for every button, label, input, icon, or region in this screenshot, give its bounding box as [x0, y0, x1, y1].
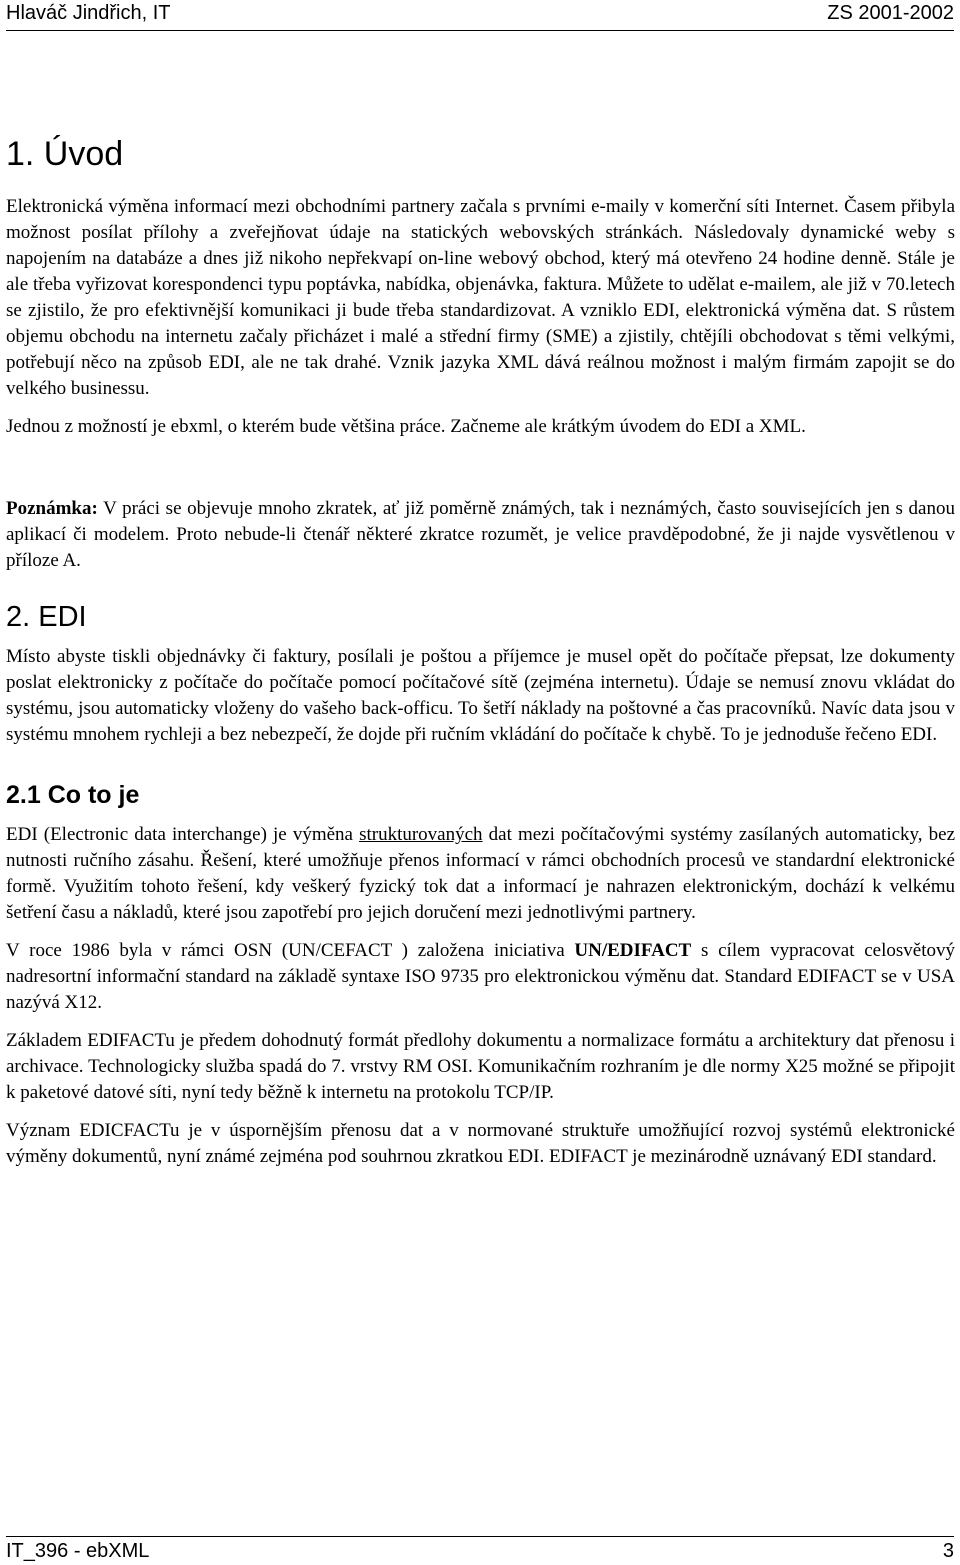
spacer: [6, 586, 955, 600]
paragraph-history: [6, 938, 955, 1016]
page-footer: [6, 1536, 954, 1565]
spacer: [6, 760, 955, 780]
document-body: [6, 134, 955, 1182]
paragraph-edi: Místo abyste tiskli objednávky či faktury, posílali je poštou a příjemce je musel opět do počítače přepsat, lze dokumenty poslat elektronicky z počítače do počítače pomocí počítačové sítě (zejména internetu). Údaje se nemusí znovu vkládat do systému, jsou automaticky vloženy do vašeho back-officu. To šetří náklady na poštovné a čas pracovníků. Navíc data jsou v systému mnohem rychleji a bez nebezpečí, že dojde při ručním vkládání do počítače k chybě. To je jednoduše řečeno EDI.: [6, 646, 955, 745]
section-heading-co-to-je: 2.1 Co to je: [6, 781, 140, 809]
page-header: [6, 0, 954, 31]
header-author: Hlaváč Jindřich, IT: [6, 2, 171, 24]
text-span: EDI (Electronic data interchange) je výměna: [6, 824, 360, 845]
header-semester: ZS 2001-2002: [827, 2, 954, 24]
bold-unedifact: UN/EDIFACT: [574, 940, 692, 961]
page-number: 3: [942, 1540, 954, 1562]
link-strukturovanych[interactable]: strukturovaných: [359, 824, 483, 845]
paragraph-ebxml: Jednou z možností je ebxml, o kterém bude většina práce. Začneme ale krátkým úvodem do EDI a XML.: [6, 416, 806, 437]
text-span: s cílem vypracovat celosvětový nadresortní informační standard na základě syntaxe ISO 9735 pro elektronickou výměnu dat. Standard EDIFACT se v USA nazývá X12.: [6, 940, 955, 1013]
text-span: dat mezi počítačovými systémy zasílaných automaticky, bez nutnosti ručního zásahu. Řešení, které umožňuje přenos informací v rámci obchodních procesů ve standardní elektronické formě. Využitím tohoto řešení, kdy veškerý fyzický tok dat a informací je nahrazen elektronickým, dochází k velkému šetření času a nákladů, které jsou zapotřebí pro jejich doručení mezi jednotlivými partnery.: [6, 824, 956, 923]
paragraph-intro: Elektronická výměna informací mezi obchodními partnery začala s prvními e-maily v komerční síti Internet. Časem přibyla možnost posílat přílohy a zveřejňovat údaje na statických webovských stránkách. Následovaly dynamické weby s napojením na databáze a dnes již nikoho nepřekvapí on-line webový obchod, který má otevřeno 24 hodine denně. Stále je ale třeba vyřizovat korespondenci typu poptávka, nabídka, objenávka, faktura. Můžete to udělat e-mailem, ale již v 70.letech se zjistilo, že pro efektivnější komunikaci ji bude třeba standardizovat. A vzniklo EDI, elektronická výměna dat. S růstem objemu obchodu na internetu začaly přicházet i malé a střední firmy (SME) a zjistily, chtějíli obchodovat s těmi velkými, potřebují něco na způsob EDI, ale ne tak drahé. Vznik jazyka XML dává reálnou možnost i malým firmám zapojit se do velkého businessu.: [6, 196, 955, 399]
paragraph-definition: [6, 822, 955, 926]
footer-title: IT_396 - ebXML: [6, 1540, 150, 1562]
note-label: Poznámka:: [6, 498, 98, 519]
section-heading-edi: 2. EDI: [6, 601, 87, 633]
paragraph-note: [6, 496, 955, 574]
section-heading-uvod: 1. Úvod: [6, 135, 124, 173]
text-span: V roce 1986 byla v rámci OSN (UN/CEFACT ) založena iniciativa: [6, 940, 575, 961]
paragraph-edifact-meaning: Význam EDICFACTu je v úspornějším přenosu dat a v normované struktuře umožňující rozvoj systémů elektronické výměny dokumentů, nyní známé zejména pod souhrnou zkratkou EDI. EDIFACT je mezinárodně uznávaný EDI standard.: [6, 1120, 955, 1167]
paragraph-edifact-basis: Základem EDIFACTu je předem dohodnutý formát předlohy dokumentu a normalizace formátu a architektury dat přenosu i archivace. Technologicky služba spadá do 7. vrstvy RM OSI. Komunikačním rozhraním je dle normy X25 možné se připojit k paketové datové síti, nyní tedy běžně k internetu na protokolu TCP/IP.: [6, 1030, 955, 1103]
spacer: [6, 452, 955, 496]
note-text: V práci se objevuje mnoho zkratek, ať již poměrně známých, tak i neznámých, často souvisejících jen s danou aplikací či modelem. Proto nebude-li čtenář některé zkratce rozumět, je velice pravděpodobné, že ji najde vysvětlenou v příloze A.: [6, 498, 955, 571]
